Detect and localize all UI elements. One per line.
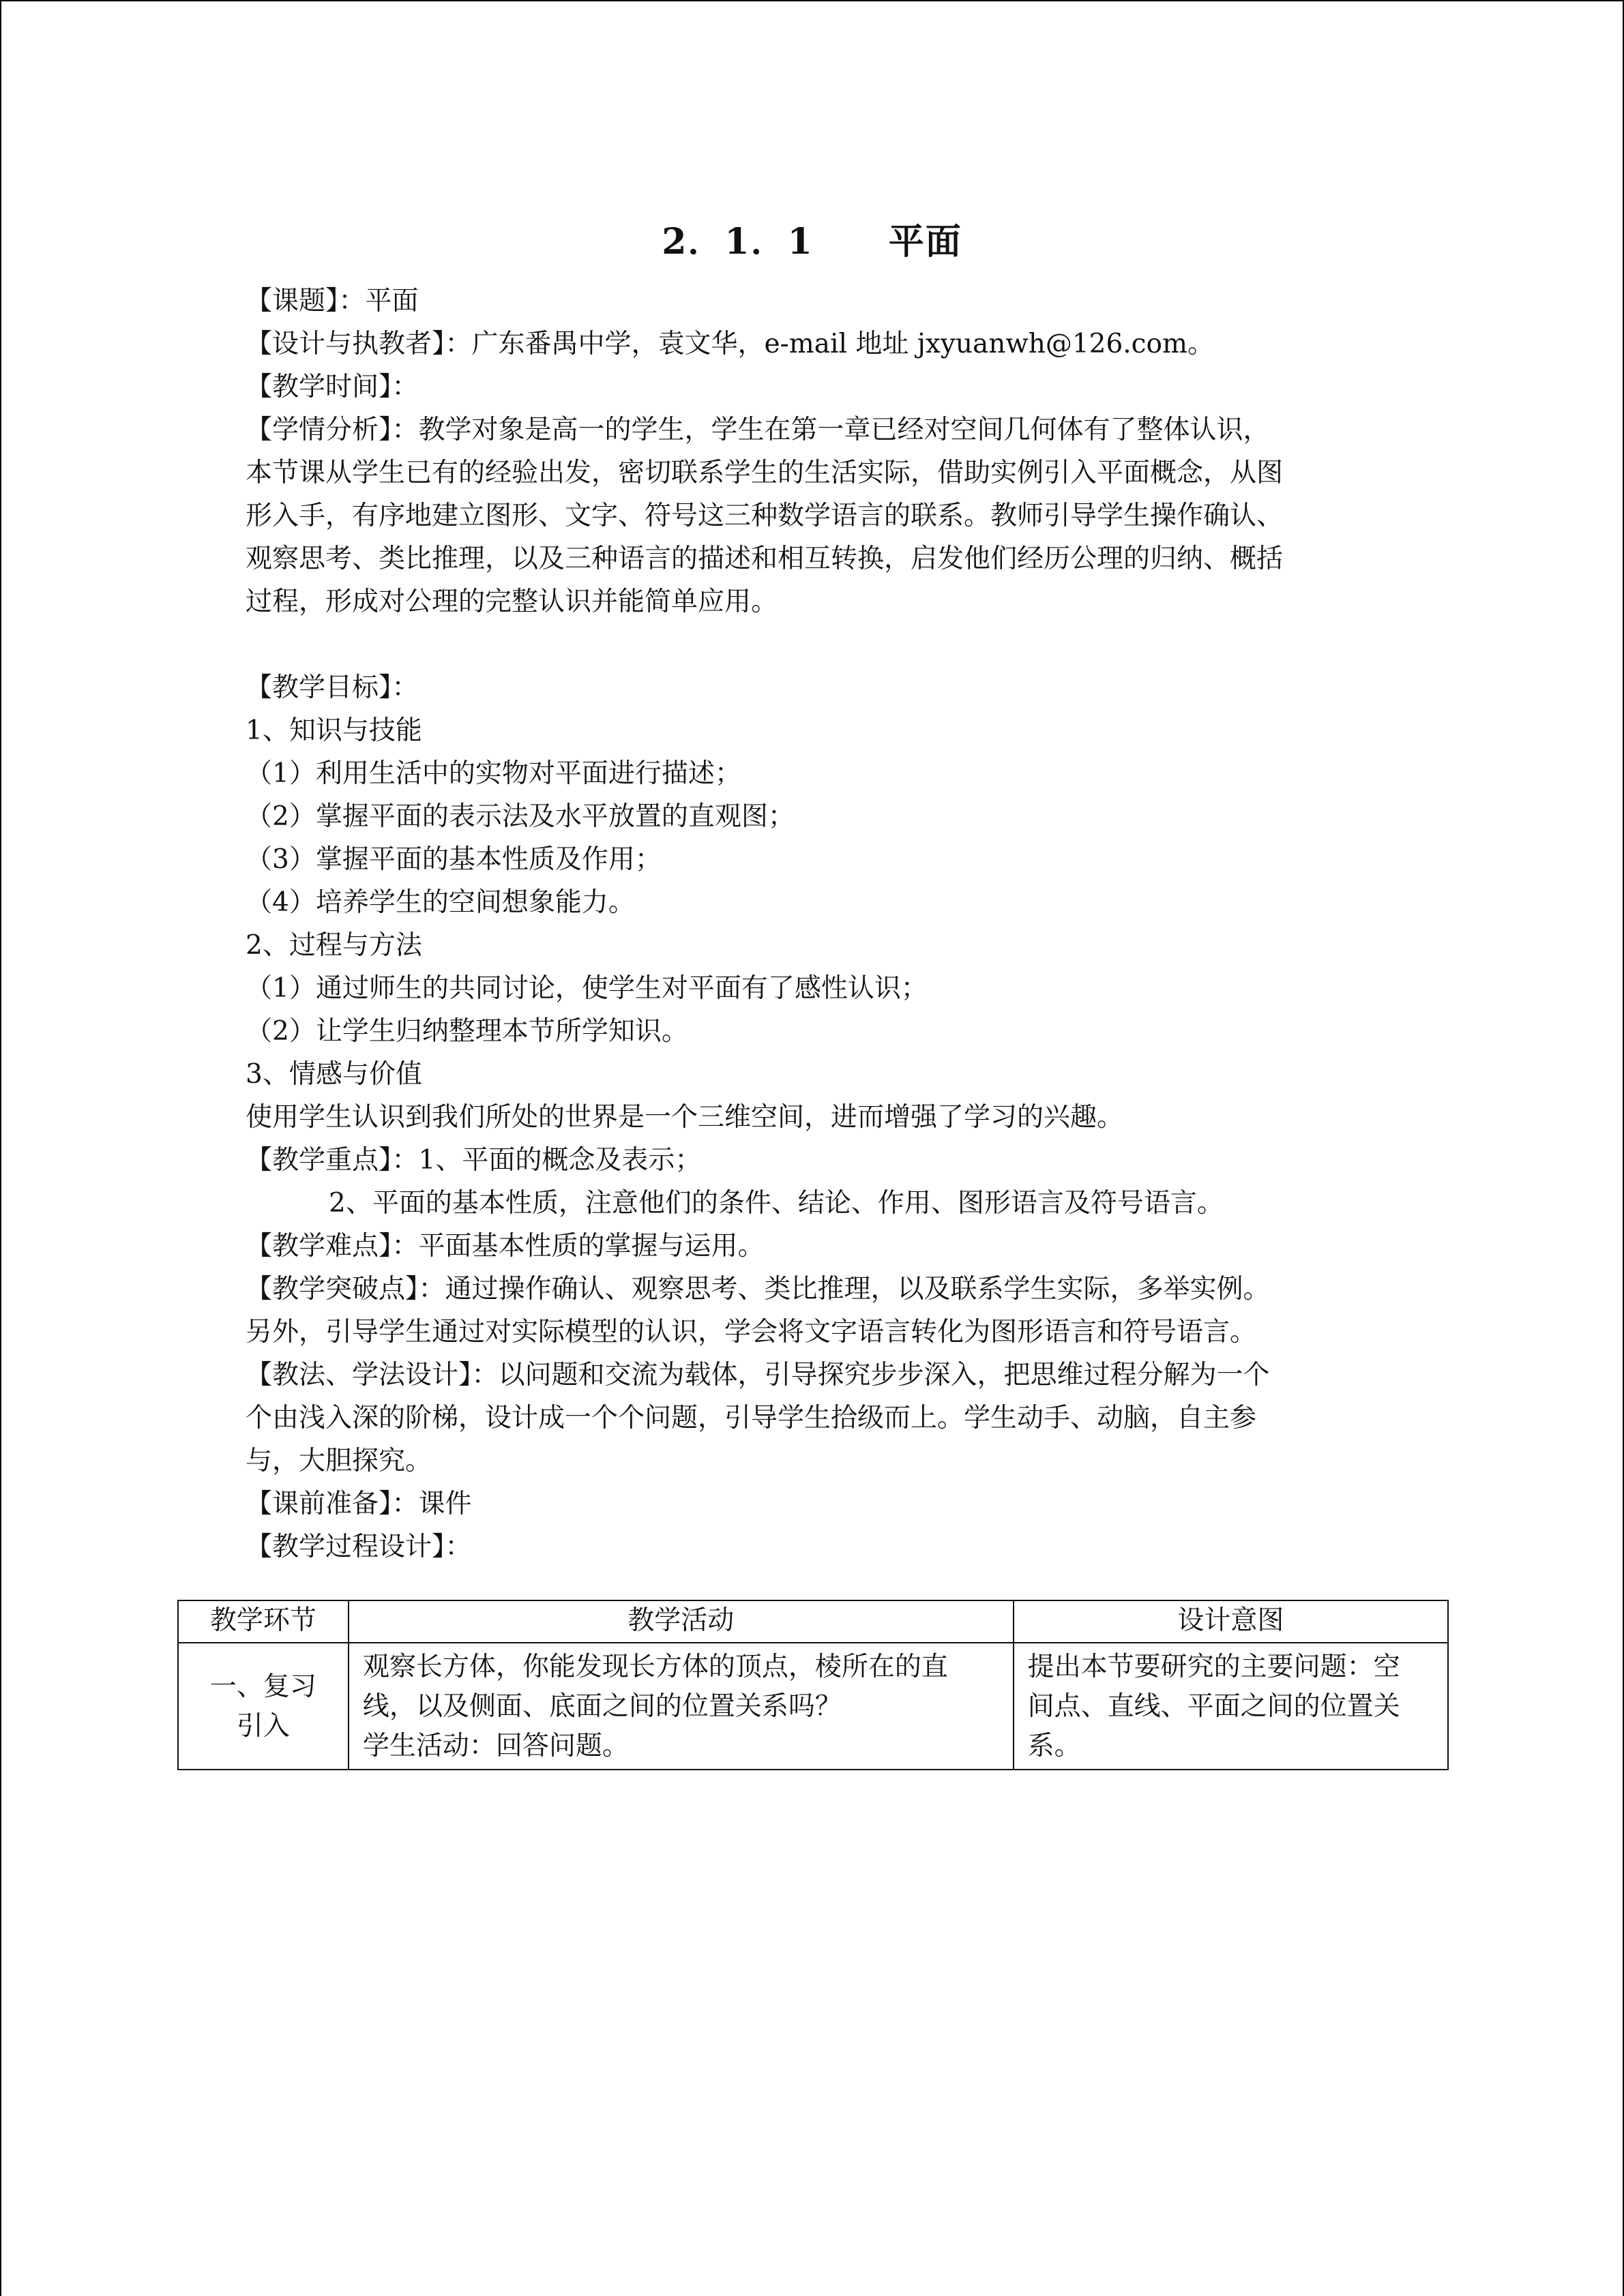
analysis-line: 过程，形成对公理的完整认识并能简单应用。	[246, 586, 778, 617]
stage-cell	[178, 1643, 349, 1770]
prep-line: 【课前准备】：课件	[246, 1489, 472, 1519]
method-line: 【教法、学法设计】：以问题和交流为载体，引导探究步步深入，把思维过程分解为一个	[246, 1360, 1270, 1390]
key-points-line: 【教学重点】：1、平面的概念及表示；	[246, 1145, 702, 1176]
method-line: 与，大胆探究。	[246, 1446, 432, 1476]
table-header-row	[178, 1600, 1448, 1643]
goal-section-heading: 1、知识与技能	[246, 715, 422, 746]
document-body	[246, 280, 1378, 1568]
activity-text: 学生活动：回答问题。	[362, 1731, 629, 1761]
goal-item: （2）掌握平面的表示法及水平放置的直观图；	[246, 801, 795, 832]
analysis-line: 观察思考、类比推理，以及三种语言的描述和相互转换，启发他们经历公理的归纳、概括	[246, 543, 1284, 574]
header-stage: 教学环节	[178, 1600, 349, 1643]
intent-text: 提出本节要研究的主要问题：空	[1027, 1652, 1400, 1682]
breakthrough-line: 另外，引导学生通过对实际模型的认识，学会将文字语言转化为图形语言和符号语言。	[246, 1317, 1257, 1347]
analysis-line: 本节课从学生已有的经验出发，密切联系学生的生活实际，借助实例引入平面概念，从图	[246, 458, 1284, 488]
goals-heading: 【教学目标】：	[246, 672, 419, 703]
breakthrough-line: 【教学突破点】：通过操作确认、观察思考、类比推理，以及联系学生实际，多举实例。	[246, 1274, 1270, 1304]
process-line: 【教学过程设计】：	[246, 1532, 472, 1562]
topic-line: 【课题】：平面	[246, 286, 419, 316]
difficulty-line: 【教学难点】：平面基本性质的掌握与运用。	[246, 1231, 765, 1262]
goal-item: （3）掌握平面的基本性质及作用；	[246, 844, 662, 875]
header-activity: 教学活动	[349, 1600, 1014, 1643]
designer-line: 【设计与执教者】：广东番禺中学，袁文华，e-mail 地址 jxyuanwh@126.com。	[246, 329, 1214, 359]
goal-section-heading: 2、过程与方法	[246, 930, 422, 961]
page-title	[0, 213, 1624, 264]
key-points-line: 2、平面的基本性质，注意他们的条件、结论、作用、图形语言及符号语言。	[329, 1188, 1224, 1219]
goal-item: 使用学生认识到我们所处的世界是一个三维空间，进而增强了学习的兴趣。	[246, 1102, 1124, 1133]
goal-item: （2）让学生归纳整理本节所学知识。	[246, 1016, 688, 1047]
analysis-line: 形入手，有序地建立图形、文字、符号这三种数学语言的联系。教师引导学生操作确认、	[246, 501, 1284, 531]
activity-text: 观察长方体，你能发现长方体的顶点，棱所在的直	[362, 1652, 948, 1682]
section-number: 2．1．1	[662, 221, 814, 263]
lesson-plan-table	[177, 1600, 1449, 1770]
method-line: 个由浅入深的阶梯，设计成一个个问题，引导学生拾级而上。学生动手、动脑，自主参	[246, 1403, 1257, 1433]
activity-cell	[349, 1643, 1014, 1770]
table-row	[178, 1643, 1448, 1770]
goal-item: （1）通过师生的共同讨论，使学生对平面有了感性认识；	[246, 973, 928, 1004]
goal-section-heading: 3、情感与价值	[246, 1059, 422, 1090]
time-line: 【教学时间】：	[246, 372, 419, 402]
header-intent: 设计意图	[1014, 1600, 1448, 1643]
stage-text: 引入	[236, 1711, 290, 1742]
goal-item: （1）利用生活中的实物对平面进行描述；	[246, 758, 741, 789]
section-title: 平面	[888, 221, 962, 263]
spacer	[246, 623, 1378, 666]
analysis-line: 【学情分析】：教学对象是高一的学生，学生在第一章已经对空间几何体有了整体认识，	[246, 415, 1270, 445]
intent-text: 间点、直线、平面之间的位置关	[1027, 1691, 1400, 1722]
intent-text: 系。	[1027, 1731, 1081, 1761]
goal-item: （4）培养学生的空间想象能力。	[246, 887, 635, 918]
stage-text: 一、复习	[209, 1671, 316, 1702]
activity-text: 线，以及侧面、底面之间的位置关系吗？	[362, 1691, 842, 1722]
intent-cell	[1014, 1643, 1448, 1770]
